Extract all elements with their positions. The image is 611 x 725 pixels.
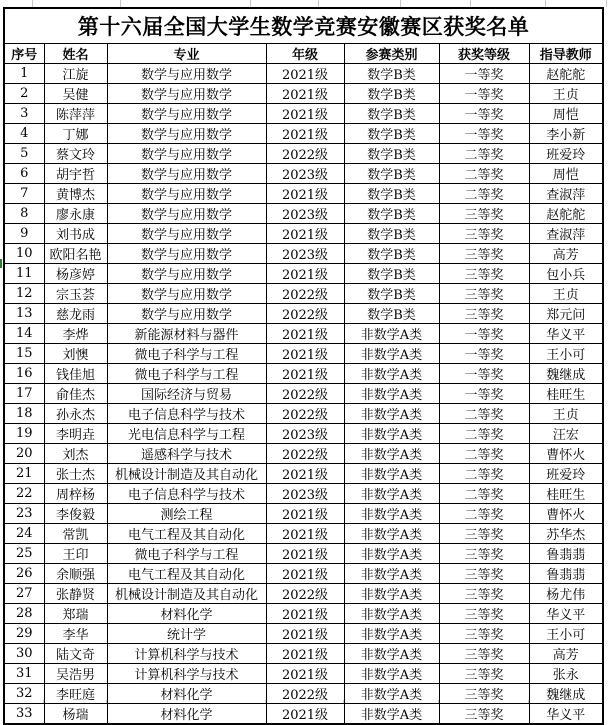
- cell-award: 三等奖: [439, 544, 529, 564]
- cell-grade: 2021级: [266, 604, 344, 624]
- table-row: [4, 624, 603, 644]
- cell-award: 一等奖: [439, 104, 529, 124]
- cell-no: 19: [4, 424, 44, 444]
- cell-award: 一等奖: [439, 124, 529, 144]
- cell-category: 非数学A类: [344, 384, 439, 404]
- cell-name: 钱佳旭: [44, 364, 107, 384]
- cell-major: 微电子科学与工程: [107, 344, 266, 364]
- cell-grade: 2022级: [266, 444, 344, 464]
- cell-major: 机械设计制造及其自动化: [107, 464, 266, 484]
- table-row: [4, 144, 603, 164]
- cell-grade: 2021级: [266, 344, 344, 364]
- table-row: [4, 584, 603, 604]
- table-row: [4, 164, 603, 184]
- table-row: [4, 524, 603, 544]
- cell-name: 李旺庭: [44, 684, 107, 704]
- table-row: [4, 544, 603, 564]
- cell-no: 12: [4, 284, 44, 304]
- cell-major: 计算机科学与技术: [107, 664, 266, 684]
- cell-major: 材料化学: [107, 604, 266, 624]
- cell-grade: 2021级: [266, 224, 344, 244]
- page-title: 第十六届全国大学生数学竞赛安徽赛区获奖名单: [4, 8, 603, 44]
- table-row: [4, 604, 603, 624]
- sheet-gridline: [120, 0, 121, 7]
- cell-grade: 2023级: [266, 484, 344, 504]
- cell-award: 二等奖: [439, 504, 529, 524]
- column-header-category: 参赛类别: [344, 44, 439, 64]
- cell-major: 遥感科学与技术: [107, 444, 266, 464]
- table-row: [4, 344, 603, 364]
- cell-no: 33: [4, 704, 44, 725]
- cell-category: 非数学A类: [344, 644, 439, 664]
- cell-major: 电子信息科学与技术: [107, 404, 266, 424]
- cell-major: 数学与应用数学: [107, 124, 266, 144]
- cell-category: 数学B类: [344, 304, 439, 324]
- cell-major: 数学与应用数学: [107, 164, 266, 184]
- cell-category: 非数学A类: [344, 664, 439, 684]
- cell-name: 刘书成: [44, 224, 107, 244]
- cell-grade: 2021级: [266, 524, 344, 544]
- column-header-major: 专业: [107, 44, 266, 64]
- cell-no: 10: [4, 244, 44, 264]
- cell-category: 非数学A类: [344, 444, 439, 464]
- cell-name: 孙永杰: [44, 404, 107, 424]
- cell-category: 非数学A类: [344, 424, 439, 444]
- cell-advisor: 赵舵舵: [529, 204, 603, 224]
- table-body: [4, 64, 603, 725]
- cell-major: 数学与应用数学: [107, 244, 266, 264]
- cell-no: 23: [4, 504, 44, 524]
- cell-advisor: 高芳: [529, 244, 603, 264]
- table-row: [4, 564, 603, 584]
- cell-category: 非数学A类: [344, 604, 439, 624]
- cell-no: 14: [4, 324, 44, 344]
- cell-name: 宗玉荟: [44, 284, 107, 304]
- cell-award: 三等奖: [439, 704, 529, 725]
- cell-category: 数学B类: [344, 144, 439, 164]
- cell-advisor: 李小新: [529, 124, 603, 144]
- table-row: [4, 484, 603, 504]
- cell-grade: 2022级: [266, 144, 344, 164]
- table-row: [4, 324, 603, 344]
- cell-award: 三等奖: [439, 584, 529, 604]
- cell-advisor: 杨尤伟: [529, 584, 603, 604]
- cell-major: 微电子科学与工程: [107, 544, 266, 564]
- cell-no: 21: [4, 464, 44, 484]
- cell-no: 6: [4, 164, 44, 184]
- cell-grade: 2021级: [266, 104, 344, 124]
- table-row: [4, 464, 603, 484]
- cell-advisor: 王贞: [529, 284, 603, 304]
- cell-no: 15: [4, 344, 44, 364]
- cell-advisor: 周恺: [529, 164, 603, 184]
- cell-grade: 2021级: [266, 644, 344, 664]
- table-row: [4, 304, 603, 324]
- table-row: [4, 404, 603, 424]
- column-header-no: 序号: [4, 44, 44, 64]
- column-header-award: 获奖等级: [439, 44, 529, 64]
- cell-category: 数学B类: [344, 264, 439, 284]
- cell-category: 非数学A类: [344, 484, 439, 504]
- cell-no: 28: [4, 604, 44, 624]
- table-row: [4, 84, 603, 104]
- cell-category: 非数学A类: [344, 564, 439, 584]
- cell-category: 非数学A类: [344, 684, 439, 704]
- cell-major: 数学与应用数学: [107, 204, 266, 224]
- cell-advisor: 魏继成: [529, 364, 603, 384]
- cell-award: 三等奖: [439, 604, 529, 624]
- cell-name: 张士杰: [44, 464, 107, 484]
- cell-name: 杨瑞: [44, 704, 107, 725]
- cell-name: 欧阳名艳: [44, 244, 107, 264]
- cell-advisor: 周恺: [529, 104, 603, 124]
- cell-award: 三等奖: [439, 564, 529, 584]
- cell-major: 微电子科学与工程: [107, 364, 266, 384]
- cell-major: 材料化学: [107, 704, 266, 725]
- cell-advisor: 张永: [529, 664, 603, 684]
- cell-name: 周梓杨: [44, 484, 107, 504]
- cell-name: 吴健: [44, 84, 107, 104]
- table-row: [4, 364, 603, 384]
- cell-award: 三等奖: [439, 224, 529, 244]
- cell-award: 二等奖: [439, 404, 529, 424]
- cell-category: 非数学A类: [344, 524, 439, 544]
- sheet-gridline: [545, 0, 546, 7]
- cell-name: 张静贤: [44, 584, 107, 604]
- cell-grade: 2021级: [266, 544, 344, 564]
- table-row: [4, 64, 603, 84]
- cell-grade: 2021级: [266, 264, 344, 284]
- cell-grade: 2023级: [266, 424, 344, 444]
- cell-award: 一等奖: [439, 64, 529, 84]
- cell-name: 刘杰: [44, 444, 107, 464]
- cell-major: 国际经济与贸易: [107, 384, 266, 404]
- cell-advisor: 王小可: [529, 344, 603, 364]
- table-row: [4, 184, 603, 204]
- cell-grade: 2022级: [266, 404, 344, 424]
- cell-name: 江旋: [44, 64, 107, 84]
- cell-grade: 2021级: [266, 84, 344, 104]
- cell-category: 非数学A类: [344, 344, 439, 364]
- cell-no: 3: [4, 104, 44, 124]
- table-row: [4, 244, 603, 264]
- cell-grade: 2021级: [266, 364, 344, 384]
- cell-advisor: 汪宏: [529, 424, 603, 444]
- cell-no: 29: [4, 624, 44, 644]
- cell-major: 光电信息科学与工程: [107, 424, 266, 444]
- cell-advisor: 桂旺生: [529, 484, 603, 504]
- cell-name: 王印: [44, 544, 107, 564]
- cell-grade: 2021级: [266, 624, 344, 644]
- cell-grade: 2023级: [266, 164, 344, 184]
- cell-name: 李俊毅: [44, 504, 107, 524]
- cell-no: 20: [4, 444, 44, 464]
- cell-award: 一等奖: [439, 324, 529, 344]
- cell-grade: 2021级: [266, 564, 344, 584]
- table-row: [4, 644, 603, 664]
- cell-category: 数学B类: [344, 104, 439, 124]
- cell-no: 24: [4, 524, 44, 544]
- cell-award: 二等奖: [439, 444, 529, 464]
- table-row: [4, 664, 603, 684]
- sheet-gridline: [470, 0, 471, 7]
- cell-name: 丁娜: [44, 124, 107, 144]
- cell-grade: 2021级: [266, 124, 344, 144]
- cell-name: 廖永康: [44, 204, 107, 224]
- cell-advisor: 华义平: [529, 704, 603, 725]
- cell-no: 8: [4, 204, 44, 224]
- cell-grade: 2021级: [266, 504, 344, 524]
- cell-major: 数学与应用数学: [107, 144, 266, 164]
- cell-no: 16: [4, 364, 44, 384]
- cell-award: 三等奖: [439, 624, 529, 644]
- cell-award: 三等奖: [439, 304, 529, 324]
- cell-award: 三等奖: [439, 684, 529, 704]
- table-row: [4, 284, 603, 304]
- cell-award: 二等奖: [439, 184, 529, 204]
- cell-grade: 2021级: [266, 704, 344, 725]
- cell-grade: 2021级: [266, 464, 344, 484]
- cell-name: 郑瑞: [44, 604, 107, 624]
- cell-no: 1: [4, 64, 44, 84]
- cell-name: 陈萍萍: [44, 104, 107, 124]
- cell-award: 二等奖: [439, 144, 529, 164]
- cell-grade: 2022级: [266, 304, 344, 324]
- cell-award: 三等奖: [439, 204, 529, 224]
- cell-no: 11: [4, 264, 44, 284]
- cell-advisor: 桂旺生: [529, 384, 603, 404]
- cell-award: 二等奖: [439, 424, 529, 444]
- cell-name: 吴浩男: [44, 664, 107, 684]
- cell-advisor: 鲁翡翡: [529, 544, 603, 564]
- cell-advisor: 曹怀火: [529, 504, 603, 524]
- cell-grade: 2022级: [266, 284, 344, 304]
- sheet-gridline: [400, 0, 401, 7]
- table-row: [4, 684, 603, 704]
- cell-major: 电气工程及其自动化: [107, 564, 266, 584]
- cell-advisor: 华义平: [529, 604, 603, 624]
- cell-no: 7: [4, 184, 44, 204]
- cell-category: 非数学A类: [344, 324, 439, 344]
- cell-no: 22: [4, 484, 44, 504]
- column-header-name: 姓名: [44, 44, 107, 64]
- cell-grade: 2022级: [266, 384, 344, 404]
- cell-name: 李明垚: [44, 424, 107, 444]
- cell-no: 5: [4, 144, 44, 164]
- cell-major: 数学与应用数学: [107, 264, 266, 284]
- cell-major: 测绘工程: [107, 504, 266, 524]
- cell-award: 三等奖: [439, 644, 529, 664]
- cell-no: 17: [4, 384, 44, 404]
- cell-award: 一等奖: [439, 364, 529, 384]
- table-row: [4, 424, 603, 444]
- cell-name: 李烨: [44, 324, 107, 344]
- cell-advisor: 包小兵: [529, 264, 603, 284]
- cell-award: 二等奖: [439, 464, 529, 484]
- sheet-gridline: [250, 0, 251, 7]
- cell-major: 数学与应用数学: [107, 184, 266, 204]
- table-row: [4, 264, 603, 284]
- cell-category: 数学B类: [344, 184, 439, 204]
- cell-major: 数学与应用数学: [107, 284, 266, 304]
- cell-no: 31: [4, 664, 44, 684]
- cell-category: 非数学A类: [344, 584, 439, 604]
- cell-advisor: 赵舵舵: [529, 64, 603, 84]
- cell-grade: 2023级: [266, 204, 344, 224]
- cell-name: 常凯: [44, 524, 107, 544]
- cell-award: 一等奖: [439, 344, 529, 364]
- cell-grade: 2021级: [266, 184, 344, 204]
- table-row: [4, 204, 603, 224]
- cell-advisor: 郑元问: [529, 304, 603, 324]
- cell-name: 刘懊: [44, 344, 107, 364]
- cell-award: 三等奖: [439, 524, 529, 544]
- table-row: [4, 124, 603, 144]
- cell-advisor: 苏华杰: [529, 524, 603, 544]
- table-row: [4, 104, 603, 124]
- cell-name: 陆文奇: [44, 644, 107, 664]
- cell-no: 13: [4, 304, 44, 324]
- cell-grade: 2023级: [266, 244, 344, 264]
- cell-major: 电气工程及其自动化: [107, 524, 266, 544]
- cell-category: 数学B类: [344, 204, 439, 224]
- cell-name: 李华: [44, 624, 107, 644]
- cell-category: 数学B类: [344, 164, 439, 184]
- header-row: [4, 44, 603, 64]
- cell-award: 三等奖: [439, 244, 529, 264]
- cell-award: 三等奖: [439, 664, 529, 684]
- cell-grade: 2021级: [266, 64, 344, 84]
- cell-major: 数学与应用数学: [107, 104, 266, 124]
- cell-award: 三等奖: [439, 284, 529, 304]
- cell-advisor: 班爱玲: [529, 144, 603, 164]
- cell-category: 数学B类: [344, 84, 439, 104]
- cell-name: 慈龙雨: [44, 304, 107, 324]
- cell-advisor: 高芳: [529, 644, 603, 664]
- cell-award: 二等奖: [439, 164, 529, 184]
- cell-advisor: 魏继成: [529, 684, 603, 704]
- cell-advisor: 查淑萍: [529, 184, 603, 204]
- cell-advisor: 王小可: [529, 624, 603, 644]
- cell-name: 黄博杰: [44, 184, 107, 204]
- sheet-gridline: [32, 0, 33, 7]
- cell-major: 数学与应用数学: [107, 304, 266, 324]
- cell-category: 数学B类: [344, 224, 439, 244]
- cell-category: 非数学A类: [344, 464, 439, 484]
- cell-category: 非数学A类: [344, 544, 439, 564]
- cell-no: 18: [4, 404, 44, 424]
- cell-advisor: 鲁翡翡: [529, 564, 603, 584]
- cell-no: 30: [4, 644, 44, 664]
- cell-major: 机械设计制造及其自动化: [107, 584, 266, 604]
- cell-category: 数学B类: [344, 244, 439, 264]
- cell-major: 材料化学: [107, 684, 266, 704]
- cell-advisor: 王贞: [529, 404, 603, 424]
- awards-table: [3, 7, 604, 725]
- cell-name: 胡宇哲: [44, 164, 107, 184]
- cell-category: 数学B类: [344, 124, 439, 144]
- cell-category: 非数学A类: [344, 404, 439, 424]
- cell-category: 数学B类: [344, 284, 439, 304]
- cell-major: 计算机科学与技术: [107, 644, 266, 664]
- column-header-grade: 年级: [266, 44, 344, 64]
- column-header-advisor: 指导教师: [529, 44, 603, 64]
- table-row: [4, 384, 603, 404]
- cell-grade: 2021级: [266, 324, 344, 344]
- selection-artifact: [0, 259, 2, 268]
- cell-category: 数学B类: [344, 64, 439, 84]
- cell-advisor: 华义平: [529, 324, 603, 344]
- cell-no: 25: [4, 544, 44, 564]
- table-row: [4, 504, 603, 524]
- cell-major: 数学与应用数学: [107, 64, 266, 84]
- cell-grade: 2022级: [266, 584, 344, 604]
- cell-advisor: 班爱玲: [529, 464, 603, 484]
- cell-name: 俞佳杰: [44, 384, 107, 404]
- sheet-gridline: [318, 0, 319, 7]
- cell-award: 一等奖: [439, 384, 529, 404]
- sheet-gridline: [606, 0, 607, 7]
- table-row: [4, 444, 603, 464]
- table-row: [4, 704, 603, 725]
- cell-name: 杨彦婷: [44, 264, 107, 284]
- cell-major: 数学与应用数学: [107, 84, 266, 104]
- cell-name: 蔡文玲: [44, 144, 107, 164]
- cell-no: 27: [4, 584, 44, 604]
- cell-name: 余顺强: [44, 564, 107, 584]
- cell-category: 非数学A类: [344, 624, 439, 644]
- table-row: [4, 224, 603, 244]
- cell-no: 9: [4, 224, 44, 244]
- cell-category: 非数学A类: [344, 364, 439, 384]
- cell-major: 新能源材料与器件: [107, 324, 266, 344]
- cell-category: 非数学A类: [344, 704, 439, 725]
- cell-no: 26: [4, 564, 44, 584]
- cell-advisor: 曹怀火: [529, 444, 603, 464]
- cell-major: 统计学: [107, 624, 266, 644]
- cell-grade: 2021级: [266, 664, 344, 684]
- cell-advisor: 查淑萍: [529, 224, 603, 244]
- cell-award: 二等奖: [439, 484, 529, 504]
- cell-advisor: 王贞: [529, 84, 603, 104]
- cell-category: 非数学A类: [344, 504, 439, 524]
- cell-grade: 2022级: [266, 684, 344, 704]
- cell-award: 三等奖: [439, 264, 529, 284]
- title-row: [4, 8, 603, 44]
- cell-no: 4: [4, 124, 44, 144]
- cell-major: 数学与应用数学: [107, 224, 266, 244]
- cell-major: 电子信息科学与技术: [107, 484, 266, 504]
- cell-no: 2: [4, 84, 44, 104]
- cell-award: 一等奖: [439, 84, 529, 104]
- cell-no: 32: [4, 684, 44, 704]
